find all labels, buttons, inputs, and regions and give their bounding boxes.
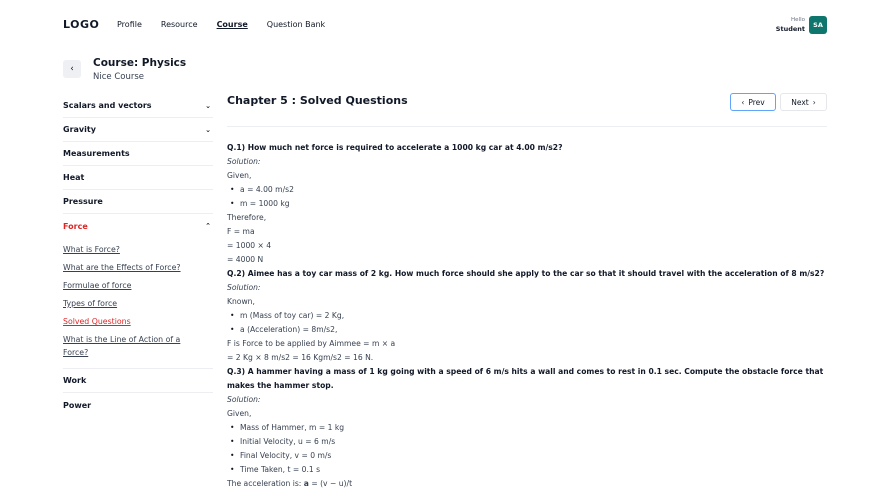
chevron-left-icon: ‹ xyxy=(741,97,745,107)
given-list xyxy=(227,421,827,477)
sublink-formulae-of-force[interactable]: Formulae of force xyxy=(63,281,132,290)
chevron-right-icon: › xyxy=(812,97,816,107)
question-2: Q.2) Aimee has a toy car mass of 2 kg. How much force should she apply to the car so that it should travel with the acceleration of 8 m/s2? xyxy=(227,269,825,278)
sidebar-item-label: Force xyxy=(63,221,88,231)
sidebar xyxy=(63,94,213,417)
sidebar-item-power[interactable] xyxy=(63,393,213,417)
sublink-solved-questions[interactable]: Solved Questions xyxy=(63,317,131,326)
given-label: Given, xyxy=(227,409,252,418)
force-subtopics xyxy=(63,238,213,369)
user-name: Student xyxy=(775,25,805,33)
solution-line: Therefore, xyxy=(227,213,267,222)
prev-label: Prev xyxy=(748,97,765,107)
nav-profile[interactable]: Profile xyxy=(117,20,142,29)
sidebar-item-heat[interactable] xyxy=(63,166,213,190)
question-1: Q.1) How much net force is required to accelerate a 1000 kg car at 4.00 m/s2? xyxy=(227,143,563,152)
solution-label: Solution: xyxy=(227,395,261,404)
sidebar-item-measurements[interactable] xyxy=(63,142,213,166)
nav-question-bank[interactable]: Question Bank xyxy=(266,20,326,29)
list-item: • Mass of Hammer, m = 1 kg xyxy=(230,421,827,435)
sidebar-item-label: Scalars and vectors xyxy=(63,101,152,110)
top-header xyxy=(0,0,889,52)
sidebar-item-label: Heat xyxy=(63,173,85,182)
sidebar-item-label: Work xyxy=(63,376,87,385)
sublink-line-of-action[interactable]: What is the Line of Action of a Force? xyxy=(63,335,181,357)
sidebar-item-label: Pressure xyxy=(63,197,103,206)
chevron-up-icon: ⌃ xyxy=(205,222,211,230)
solution-line: = 4000 N xyxy=(227,255,264,264)
solution-line: = 1000 × 4 xyxy=(227,241,272,250)
solution-line: = 2 Kg × 8 m/s2 = 16 Kgm/s2 = 16 N. xyxy=(227,353,374,362)
sidebar-item-label: Power xyxy=(63,400,92,410)
sidebar-item-force[interactable] xyxy=(63,214,213,238)
list-item: • a = 4.00 m/s2 xyxy=(230,183,827,197)
chevron-left-icon: ‹ xyxy=(70,64,74,74)
nav-course[interactable]: Course xyxy=(216,20,248,29)
sidebar-item-work[interactable] xyxy=(63,369,213,393)
chapter-title: Chapter 5 : Solved Questions xyxy=(227,94,408,107)
user-greeting: Hello xyxy=(791,17,805,23)
solution-line: F = ma xyxy=(227,227,255,236)
chevron-down-icon: ⌄ xyxy=(205,125,211,134)
sidebar-item-pressure[interactable] xyxy=(63,190,213,214)
solution-label: Solution: xyxy=(227,283,261,292)
list-item: • m (Mass of toy car) = 2 Kg, xyxy=(230,309,827,323)
given-label: Given, xyxy=(227,171,252,180)
sidebar-item-label: Measurements xyxy=(63,149,130,158)
solution-line: F is Force to be applied by Aimmee = m × a xyxy=(227,339,396,348)
sidebar-item-label: Gravity xyxy=(63,125,96,134)
known-list xyxy=(227,309,827,337)
given-list xyxy=(227,183,827,211)
next-button[interactable] xyxy=(780,93,827,111)
user-text xyxy=(776,16,805,34)
sublink-what-is-force[interactable]: What is Force? xyxy=(63,245,120,254)
nav-resource[interactable]: Resource xyxy=(160,20,198,29)
divider xyxy=(227,126,827,127)
sublink-effects-of-force[interactable]: What are the Effects of Force? xyxy=(63,263,181,272)
prev-button[interactable] xyxy=(730,93,776,111)
back-button[interactable] xyxy=(63,60,81,78)
avatar[interactable]: SA xyxy=(809,16,827,34)
main-nav xyxy=(117,20,344,29)
sublink-types-of-force[interactable]: Types of force xyxy=(63,299,118,308)
acceleration-prefix: The acceleration is: xyxy=(227,479,304,488)
list-item: • Time Taken, t = 0.1 s xyxy=(230,463,827,477)
question-3: Q.3) A hammer having a mass of 1 kg going with a speed of 6 m/s hits a wall and comes to rest in 0.1 sec. Compute the obstacle force that makes the hammer stop. xyxy=(227,367,824,390)
list-item: • a (Acceleration) = 8m/s2, xyxy=(230,323,827,337)
sidebar-item-scalars-and-vectors[interactable] xyxy=(63,94,213,118)
logo[interactable]: LOGO xyxy=(63,18,100,31)
acceleration-variable: a xyxy=(303,479,309,488)
chevron-down-icon: ⌄ xyxy=(205,101,211,110)
next-label: Next xyxy=(791,97,809,107)
acceleration-line xyxy=(227,477,827,491)
list-item: • m = 1000 kg xyxy=(230,197,827,211)
acceleration-formula: = (v − u)/t xyxy=(308,479,353,488)
course-title: Course: Physics xyxy=(93,57,187,69)
course-subtitle: Nice Course xyxy=(93,72,144,82)
list-item: • Initial Velocity, u = 6 m/s xyxy=(230,435,827,449)
sidebar-item-gravity[interactable] xyxy=(63,118,213,142)
solution-label: Solution: xyxy=(227,157,261,166)
user-menu[interactable] xyxy=(776,16,827,34)
known-label: Known, xyxy=(227,297,255,306)
list-item: • Final Velocity, v = 0 m/s xyxy=(230,449,827,463)
solved-questions-body xyxy=(227,141,827,491)
